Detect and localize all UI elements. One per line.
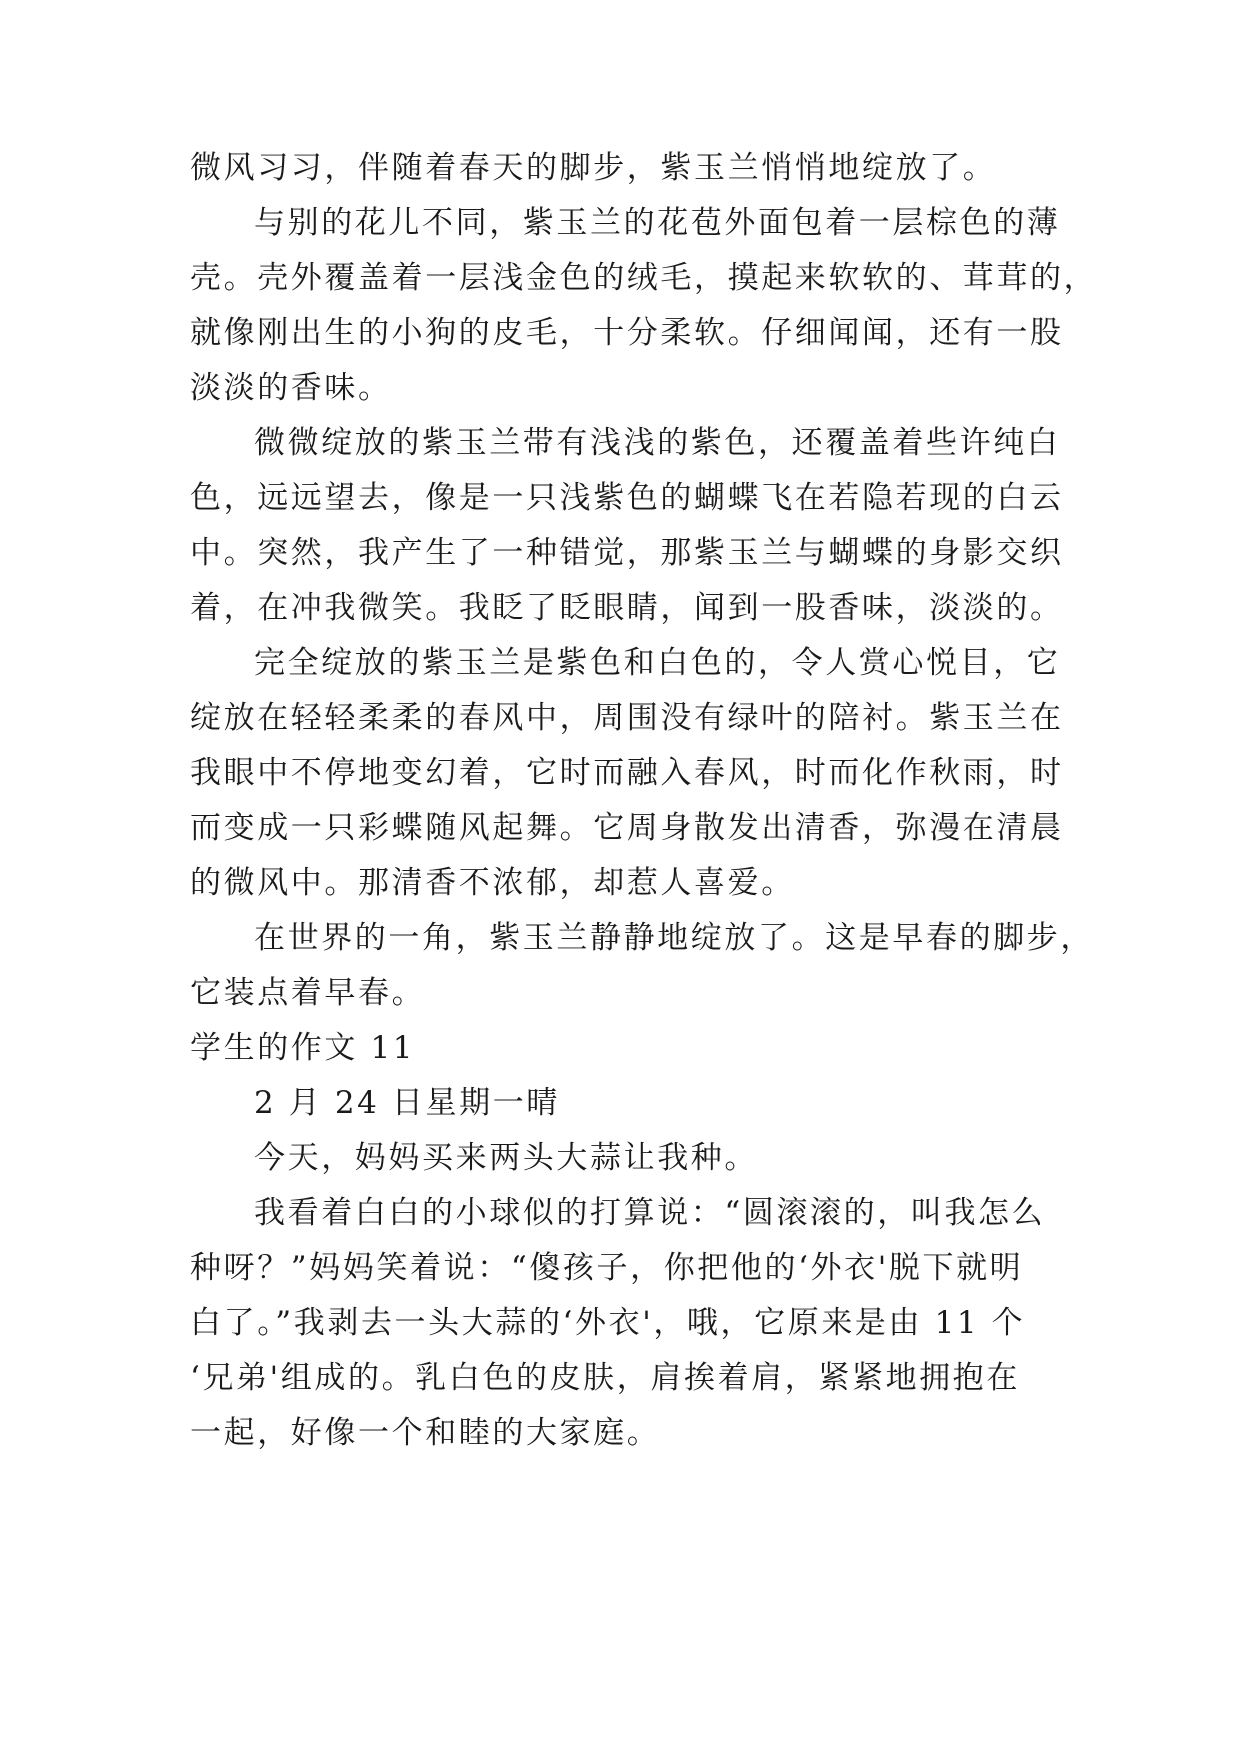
text-line: 完全绽放的紫玉兰是紫色和白色的，令人赏心悦目，它 (254, 645, 1061, 681)
text-line: 今天，妈妈买来两头大蒜让我种。 (254, 1140, 758, 1176)
text-line: 微风习习，伴随着春天的脚步，紫玉兰悄悄地绽放了。 (190, 150, 997, 186)
text-line: ‘兄弟'组成的。乳白色的皮肤，肩挨着肩，紧紧地拥抱在 (190, 1360, 1020, 1396)
text-line: 淡淡的香味。 (190, 370, 392, 406)
text-line: 我看着白白的小球似的打算说：“圆滚滚的，叫我怎么 (254, 1195, 1046, 1231)
text-line: 中。突然，我产生了一种错觉，那紫玉兰与蝴蝶的身影交织 (190, 535, 1064, 571)
text-line: 而变成一只彩蝶随风起舞。它周身散发出清香，弥漫在清晨 (190, 810, 1064, 846)
text-line: 在世界的一角，紫玉兰静静地绽放了。这是早春的脚步， (254, 920, 1094, 956)
text-line: 一起，好像一个和睦的大家庭。 (190, 1415, 661, 1451)
text-line: 白了。”我剥去一头大蒜的‘外衣'，哦，它原来是由 11 个 (190, 1305, 1026, 1341)
text-line: 它装点着早春。 (190, 975, 426, 1011)
text-line: 我眼中不停地变幻着，它时而融入春风，时而化作秋雨，时 (190, 755, 1064, 791)
text-line: 的微风中。那清香不浓郁，却惹人喜爱。 (190, 865, 795, 901)
text-line: 绽放在轻轻柔柔的春风中，周围没有绿叶的陪衬。紫玉兰在 (190, 700, 1064, 736)
diary-date: 2 月 24 日星期一晴 (254, 1085, 560, 1121)
text-line: 与别的花儿不同，紫玉兰的花苞外面包着一层棕色的薄 (254, 205, 1061, 241)
section-heading: 学生的作文 11 (190, 1030, 416, 1066)
text-line: 着，在冲我微笑。我眨了眨眼睛，闻到一股香味，淡淡的。 (190, 590, 1064, 626)
text-line: 壳。壳外覆盖着一层浅金色的绒毛，摸起来软软的、茸茸的， (190, 260, 1098, 296)
text-line: 色，远远望去，像是一只浅紫色的蝴蝶飞在若隐若现的白云 (190, 480, 1064, 516)
text-line: 微微绽放的紫玉兰带有浅浅的紫色，还覆盖着些许纯白 (254, 425, 1061, 461)
text-line: 种呀？”妈妈笑着说：“傻孩子，你把他的‘外衣'脱下就明 (190, 1250, 1024, 1286)
text-line: 就像刚出生的小狗的皮毛，十分柔软。仔细闻闻，还有一股 (190, 315, 1064, 351)
